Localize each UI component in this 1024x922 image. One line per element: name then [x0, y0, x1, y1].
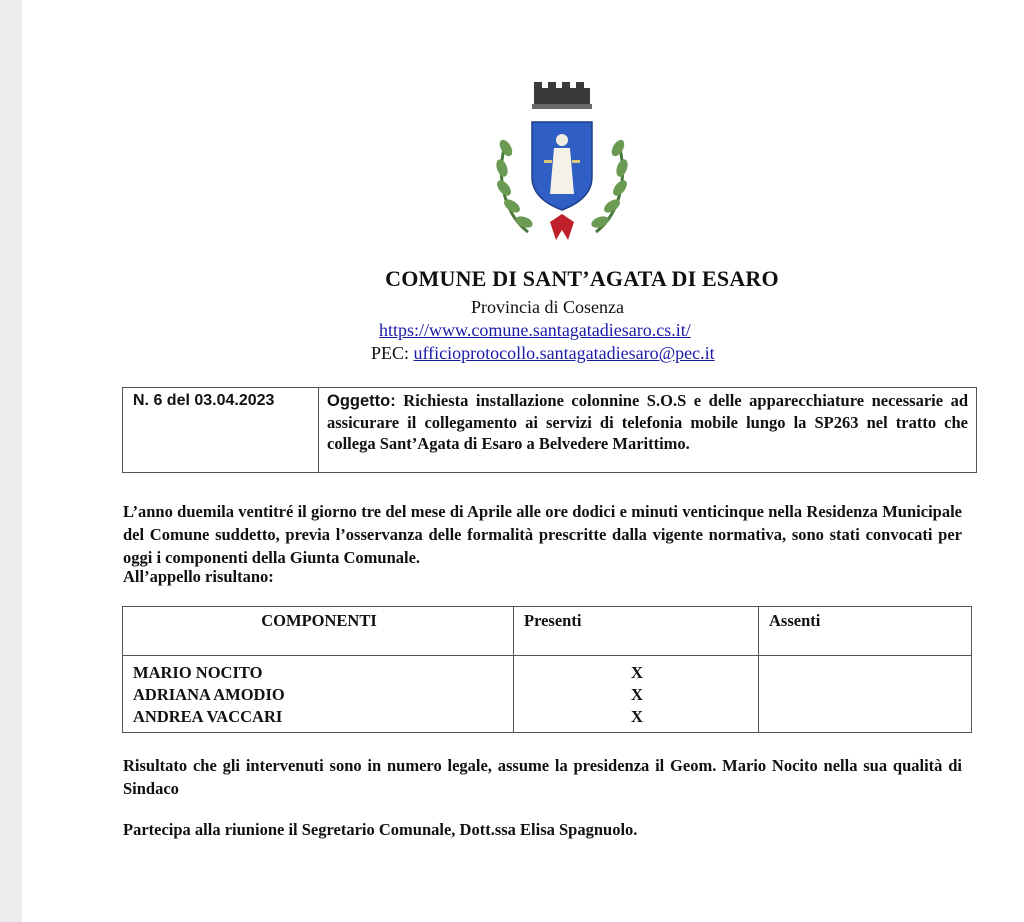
- pec-email-link[interactable]: ufficioprotocollo.santagatadiesaro@pec.it: [413, 343, 715, 363]
- coat-of-arms-icon: [492, 82, 632, 247]
- pec-label: PEC:: [371, 343, 410, 363]
- present-mark: X: [631, 663, 643, 682]
- member-name: ADRIANA AMODIO: [133, 685, 285, 704]
- present-mark: X: [631, 685, 643, 704]
- header-components: COMPONENTI: [123, 607, 514, 656]
- member-name: MARIO NOCITO: [133, 663, 263, 682]
- members-cell: [123, 656, 514, 733]
- present-mark: X: [631, 707, 643, 726]
- municipality-title: COMUNE DI SANT’AGATA DI ESARO: [385, 266, 779, 291]
- result-paragraph: Risultato che gli intervenuti sono in numero legale, assume la presidenza il Geom. Mario Nocito nella sua qualità di Sindaco: [123, 756, 962, 798]
- secretary-paragraph: Partecipa alla riunione il Segretario Comunale, Dott.ssa Elisa Spagnuolo.: [123, 820, 638, 839]
- subject-label: Oggetto:: [327, 392, 396, 410]
- header-absent: Assenti: [759, 607, 972, 656]
- province-label: Provincia di Cosenza: [471, 297, 624, 317]
- present-cell: [514, 656, 759, 733]
- member-name: ANDREA VACCARI: [133, 707, 283, 726]
- document-page: [22, 0, 1024, 922]
- pec-line: [371, 342, 715, 364]
- table-header-row: [123, 607, 972, 656]
- subject-text-cell: [319, 388, 976, 472]
- website-link[interactable]: https://www.comune.santagatadiesaro.cs.it/: [379, 320, 691, 340]
- subject-box: [122, 387, 977, 473]
- components-table: [122, 606, 972, 733]
- subject-text: Richiesta installazione colonnine S.O.S e delle apparecchiature necessarie ad assicurare il collegamento ai servizi di telefonia mobile lungo la SP263 nel tratto che collega Sant’Agata di Esaro a Belvedere Marittimo.: [327, 391, 969, 453]
- roll-call-label: All’appello risultano:: [123, 567, 274, 586]
- intro-paragraph: L’anno duemila ventitré il giorno tre del mese di Aprile alle ore dodici e minuti venticinque nella Residenza Municipale del Comune suddetto, previa l’osservanza delle formalità prescritte dalla vigente normativa, sono stati convocati per oggi i componenti della Giunta Comunale.: [123, 502, 962, 567]
- header-present: Presenti: [514, 607, 759, 656]
- absent-cell: [759, 656, 972, 733]
- table-row: [123, 656, 972, 733]
- resolution-number: N. 6 del 03.04.2023: [123, 388, 319, 472]
